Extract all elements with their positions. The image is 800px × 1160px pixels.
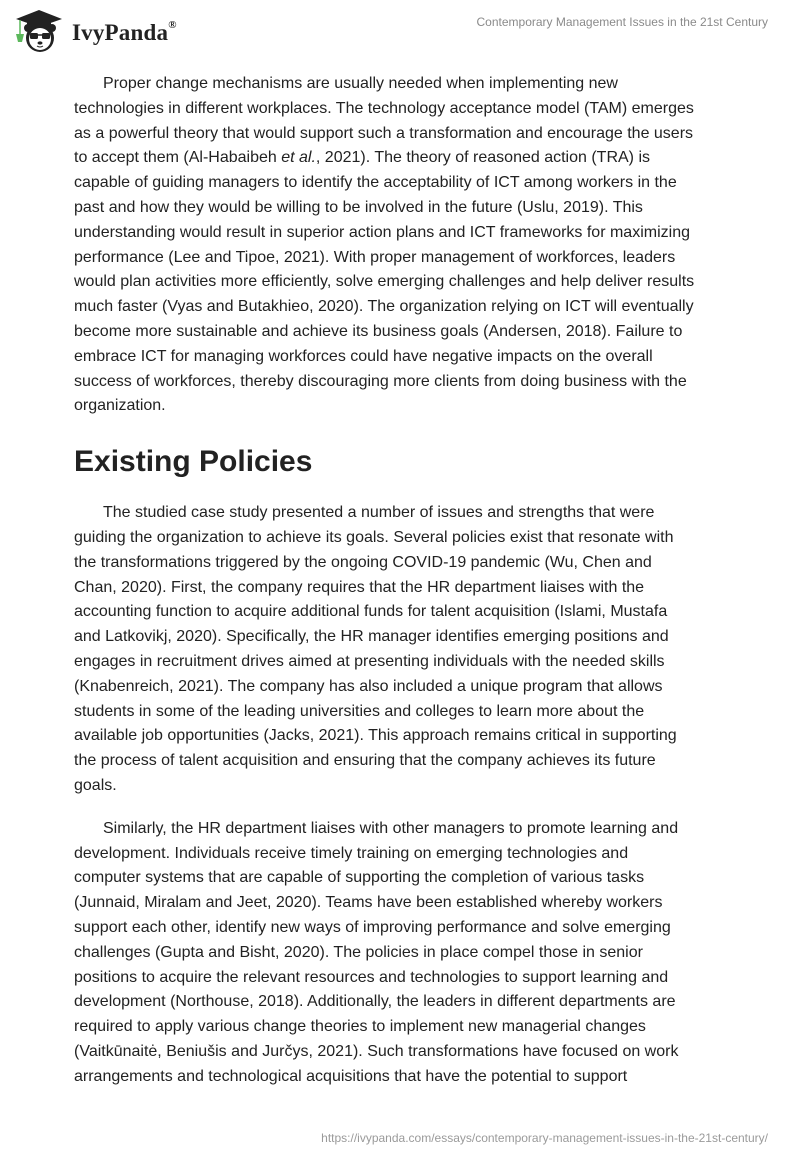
section-heading: Existing Policies <box>74 445 313 479</box>
text-line: the transformations triggered by the ongoing COVID-19 pandemic (Wu, Chen and <box>74 553 652 571</box>
text-line: (Knabenreich, 2021). The company has also included a unique program that allows <box>74 677 663 695</box>
text-line: engages in recruitment drives aimed at presenting individuals with the needed skills <box>74 652 665 670</box>
text-line: the process of talent acquisition and ensuring that the company achieves its future <box>74 752 656 770</box>
text-line: and Latkovikj, 2020). Specifically, the HR manager identifies emerging positions and <box>74 628 669 646</box>
text-line: challenges (Gupta and Bisht, 2020). The policies in place compel those in senior <box>74 943 643 961</box>
text-line: support each other, identify new ways of improving performance and solve emerging <box>74 918 671 936</box>
essay-content <box>74 72 734 1089</box>
text-line: (Junnaid, Miralam and Jeet, 2020). Teams have been established whereby workers <box>74 894 663 912</box>
text-line: understanding would result in superior action plans and ICT frameworks for maximizing <box>74 223 690 241</box>
text-line: The studied case study presented a number of issues and strengths that were <box>103 504 655 522</box>
text-line: development. Individuals receive timely training on emerging technologies and <box>74 844 629 862</box>
paragraph-learning <box>74 817 734 1090</box>
text-line: goals. <box>74 776 117 794</box>
paragraph-tam <box>74 72 734 419</box>
document-title: Contemporary Management Issues in the 21st Century <box>476 15 768 29</box>
logo-wordmark: IvyPanda® <box>72 19 177 45</box>
text-line: Chan, 2020). First, the company requires that the HR department liaises with the <box>74 578 645 596</box>
page-header <box>0 0 800 60</box>
text-line: would plan activities more efficiently, solve emerging challenges and help deliver results <box>74 273 695 291</box>
text-line: capable of guiding managers to identify the acceptability of ICT among workers in the <box>74 174 677 192</box>
text-line: positions to acquire the relevant resources and technologies to support learning and <box>74 968 669 986</box>
text-line: students in some of the leading universities and colleges to learn more about the <box>74 702 645 720</box>
text-line: embrace ICT for managing workforces could have negative impacts on the overall <box>74 347 653 365</box>
ivypanda-logo[interactable] <box>14 8 177 54</box>
text-line: performance (Lee and Tipoe, 2021). With proper management of workforces, leaders <box>74 248 676 266</box>
italic-et-al: et al. <box>281 149 316 167</box>
text-line: technologies in different workplaces. The technology acceptance model (TAM) emerges <box>74 99 694 117</box>
text-line: Similarly, the HR department liaises with other managers to promote learning and <box>103 819 679 837</box>
text-line: success of workforces, thereby discouraging more clients from doing business with the <box>74 372 687 390</box>
text-line: (Vaitkūnaitė, Beniušis and Jurčys, 2021). Such transformations have focused on work <box>74 1042 679 1060</box>
text-line: guiding the organization to achieve its goals. Several policies exist that resonate with <box>74 528 674 546</box>
source-url[interactable]: https://ivypanda.com/essays/contemporary-management-issues-in-the-21st-century/ <box>321 1131 768 1145</box>
text-line: available job opportunities (Jacks, 2021). This approach remains critical in supporting <box>74 727 677 745</box>
text-line: Proper change mechanisms are usually needed when implementing new <box>103 75 618 92</box>
text-line: much faster (Vyas and Butakhieo, 2020). The organization relying on ICT will eventually <box>74 298 694 316</box>
text-line: become more sustainable and achieve its business goals (Andersen, 2018). Failure to <box>74 322 683 340</box>
text-line: past and how they would be willing to be involved in the future (Uslu, 2019). This <box>74 198 643 216</box>
text-line: organization. <box>74 397 166 415</box>
text-line: required to apply various change theories to implement new managerial changes <box>74 1018 646 1036</box>
panda-graduate-icon <box>14 8 64 54</box>
text-line: computer systems that are capable of supporting the completion of various tasks <box>74 869 645 887</box>
text-line: as a powerful theory that would support such a transformation and encourage the users <box>74 124 694 142</box>
text-line: development (Northouse, 2018). Additionally, the leaders in different departments are <box>74 993 676 1011</box>
text-line: accounting function to acquire additional funds for talent acquisition (Islami, Mustafa <box>74 603 668 621</box>
text-line: arrangements and technological acquisitions that have the potential to support <box>74 1067 628 1085</box>
paragraph-policies <box>74 501 734 799</box>
text-line: to accept them (Al-Habaibeh et al., 2021). The theory of reasoned action (TRA) is <box>74 149 650 167</box>
